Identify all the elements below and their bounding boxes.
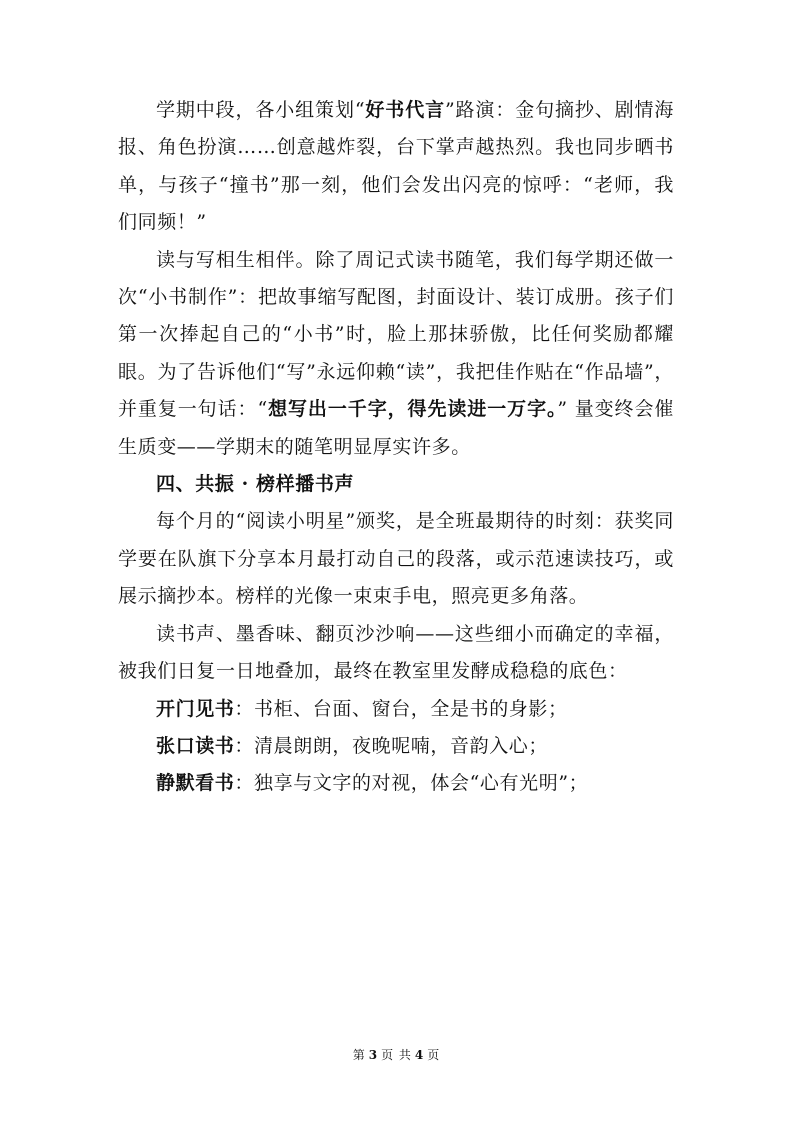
bold-phrase: 好书代言 xyxy=(365,99,445,121)
footer-suffix: 页 xyxy=(427,1048,441,1062)
list-item xyxy=(118,728,674,765)
list-item-text: ：清晨朗朗，夜晚呢喃，音韵入心； xyxy=(234,734,549,757)
bold-quote: 想写出一千字，得先读进一万字。 xyxy=(267,398,558,421)
footer-middle: 页 共 xyxy=(381,1048,412,1062)
page-footer xyxy=(0,1047,793,1063)
footer-prefix: 第 xyxy=(352,1048,366,1062)
list-item xyxy=(118,765,674,802)
paragraph-text: ”路演：金句摘抄、剧情海报、角色扮演……创意越炸裂，台下掌声越热烈。我也同步晒书单，与孩子“撞书”那一刻，他们会发出闪亮的惊呼：“老师，我们同频！” xyxy=(118,99,674,234)
list-item xyxy=(118,691,674,728)
list-item-text: ：书柜、台面、窗台，全是书的身影； xyxy=(234,697,568,720)
paragraph-text: 读与写相生相伴。除了周记式读书随笔，我们每学期还做一次“小书制作”：把故事缩写配图，封面设计、装订成册。孩子们第一次捧起自己的“小书”时，脸上那抹骄傲，比任何奖励都耀眼。为了告诉他们“写”永远仰赖“读”，我把佳作贴在“作品墙”，并重复一句话：“ xyxy=(118,248,674,421)
paragraph-book-ambassador xyxy=(118,92,674,242)
list-item-lead: 张口读书 xyxy=(156,734,235,757)
list-item-lead: 开门见书 xyxy=(156,697,235,720)
list-item-lead: 静默看书 xyxy=(156,772,235,795)
paragraph-text: ” 量变终会催生质变——学期末的随笔明显厚实许多。 xyxy=(118,398,674,458)
paragraph-happiness: 读书声、墨香味、翻页沙沙响——这些细小而确定的幸福，被我们日复一日地叠加，最终在教室里发酵成稳稳的底色： xyxy=(118,622,674,683)
current-page-number: 3 xyxy=(368,1048,379,1062)
section-heading: 四、共振 · 榜样播书声 xyxy=(156,473,355,496)
paragraph-text: 学期中段，各小组策划“ xyxy=(156,99,366,121)
list-item-text: ：独享与文字的对视，体会“心有光明”； xyxy=(234,772,589,795)
paragraph-reading-writing xyxy=(118,242,674,466)
total-page-number: 4 xyxy=(414,1048,425,1062)
paragraph-reading-star: 每个月的“阅读小明星”颁奖，是全班最期待的时刻：获奖同学要在队旗下分享本月最打动自己的段落，或示范速读技巧，或展示摘抄本。榜样的光像一束束手电，照亮更多角落。 xyxy=(118,510,674,608)
document-body xyxy=(118,92,674,803)
